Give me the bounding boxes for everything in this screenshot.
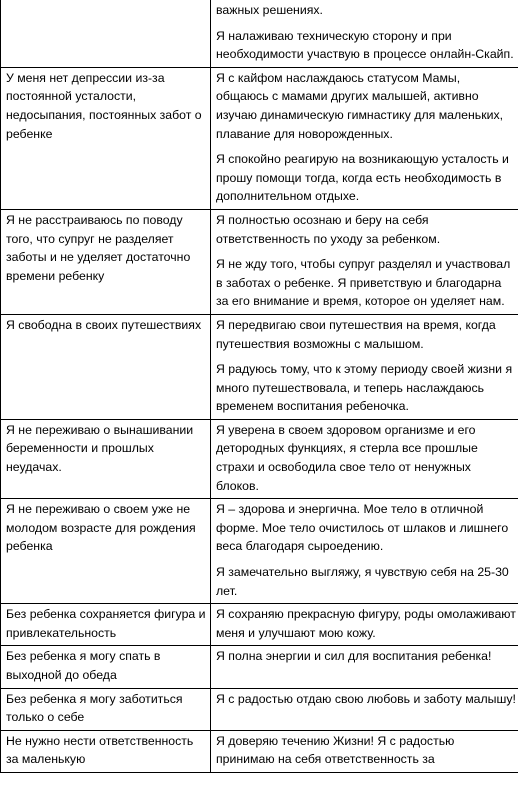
affirmation-paragraph: Я с кайфом наслаждаюсь статусом Мамы, общаюсь с мамами других малышей, активно изучаю динамическую гимнастику для маленьких, плавание для новорожденных. xyxy=(216,70,504,141)
affirmation-cell xyxy=(211,646,518,688)
affirmation-paragraph: Я уверена в своем здоровом организме и его детородных функциях, я стерла все прошлые страхи и освободила свое тело от ненужных блоков. xyxy=(216,422,478,493)
table-row xyxy=(1,0,518,67)
affirmation-paragraph: Я сохраняю прекрасную фигуру, роды омолаживают меня и улучшают мою кожу. xyxy=(216,607,516,640)
limiting-belief-cell xyxy=(1,419,211,498)
affirmation-cell xyxy=(211,209,518,314)
limiting-belief-text: Без ребенка я могу спать в выходной до обеда xyxy=(6,649,161,682)
affirmation-paragraph: Я с радостью отдаю свою любовь и заботу малышу! xyxy=(216,691,516,706)
affirmation-cell xyxy=(211,67,518,209)
affirmation-paragraph: Я – здорова и энергична. Мое тело в отличной форме. Мое тело очистилось от шлаков и лишнего веса благодаря сыроедению. xyxy=(216,502,509,554)
affirmation-paragraph: Я доверяю течению Жизни! Я с радостью принимаю на себя ответственность за xyxy=(216,733,455,767)
affirmation-cell xyxy=(211,730,518,772)
table-row xyxy=(1,209,518,314)
affirmation-cell xyxy=(211,604,518,646)
limiting-belief-cell xyxy=(1,604,211,646)
limiting-belief-text: У меня нет депрессии из-за постоянной усталости, недосыпания, постоянных забот о ребенке xyxy=(6,70,202,141)
limiting-belief-cell xyxy=(1,209,211,314)
limiting-belief-cell xyxy=(1,314,211,419)
affirmation-paragraph: Я полностью осознаю и беру на себя ответственность по уходу за ребенком. xyxy=(216,212,441,246)
affirmation-paragraph: Я передвигаю свои путешествия на время, когда путешествия возможны с малышом. xyxy=(216,317,496,351)
table-row xyxy=(1,419,518,498)
limiting-belief-text: Не нужно нести ответственность за маленькую xyxy=(6,733,194,767)
table-row xyxy=(1,499,518,604)
limiting-belief-cell xyxy=(1,67,211,209)
affirmation-paragraph: Я спокойно реагирую на возникающую усталость и прошу помощи тогда, когда есть необходимость в дополнительном отдыхе. xyxy=(216,152,509,204)
limiting-belief-cell xyxy=(1,646,211,688)
affirmation-cell xyxy=(211,688,518,730)
limiting-belief-text: Я не переживаю о своем уже не молодом возрасте для рождения ребенка xyxy=(6,502,196,554)
limiting-belief-text: Без ребенка я могу заботиться только о себе xyxy=(6,691,183,725)
limiting-belief-cell xyxy=(1,730,211,772)
table-row xyxy=(1,314,518,419)
affirmation-paragraph: Я не жду того, чтобы супруг разделял и участвовал в заботах о ребенке. Я приветствую и благодарна за его внимание и время, которое он уделяет нам. xyxy=(216,257,511,309)
limiting-belief-cell xyxy=(1,499,211,604)
affirmation-paragraph: Я радуюсь тому, что к этому периоду своей жизни я много путешествовала, и теперь наслаждаюсь временем воспитания ребеночка. xyxy=(216,362,513,414)
affirmation-paragraph: Я замечательно выгляжу, я чувствую себя на 25-30 лет. xyxy=(216,565,509,598)
affirmation-paragraph: важных решениях. xyxy=(216,3,323,17)
table-row xyxy=(1,688,518,730)
limiting-belief-text: Я не переживаю о вынашивании беременности и прошлых неудачах. xyxy=(6,422,194,475)
affirmation-paragraph: Я полна энергии и сил для воспитания ребенка! xyxy=(216,649,492,664)
affirmation-cell xyxy=(211,314,518,419)
table-row xyxy=(1,730,518,772)
affirmation-cell xyxy=(211,419,518,498)
affirmation-paragraph: Я налаживаю техническую сторону и при необходимости участвую в процессе онлайн-Скайп. xyxy=(216,28,514,62)
table-body xyxy=(1,0,518,772)
affirmation-cell xyxy=(211,499,518,604)
affirmation-cell xyxy=(211,0,518,67)
limiting-belief-cell xyxy=(1,688,211,730)
limiting-belief-text: Без ребенка сохраняется фигура и привлекательность xyxy=(6,607,206,640)
limiting-belief-text: Я свободна в своих путешествиях xyxy=(6,317,202,332)
table-row xyxy=(1,646,518,688)
table-row xyxy=(1,67,518,209)
table-row xyxy=(1,604,518,646)
limiting-belief-text: Я не расстраиваюсь по поводу того, что супруг не разделяет заботы и не уделяет достаточно времени ребенку xyxy=(6,212,191,283)
limiting-belief-cell xyxy=(1,0,211,67)
